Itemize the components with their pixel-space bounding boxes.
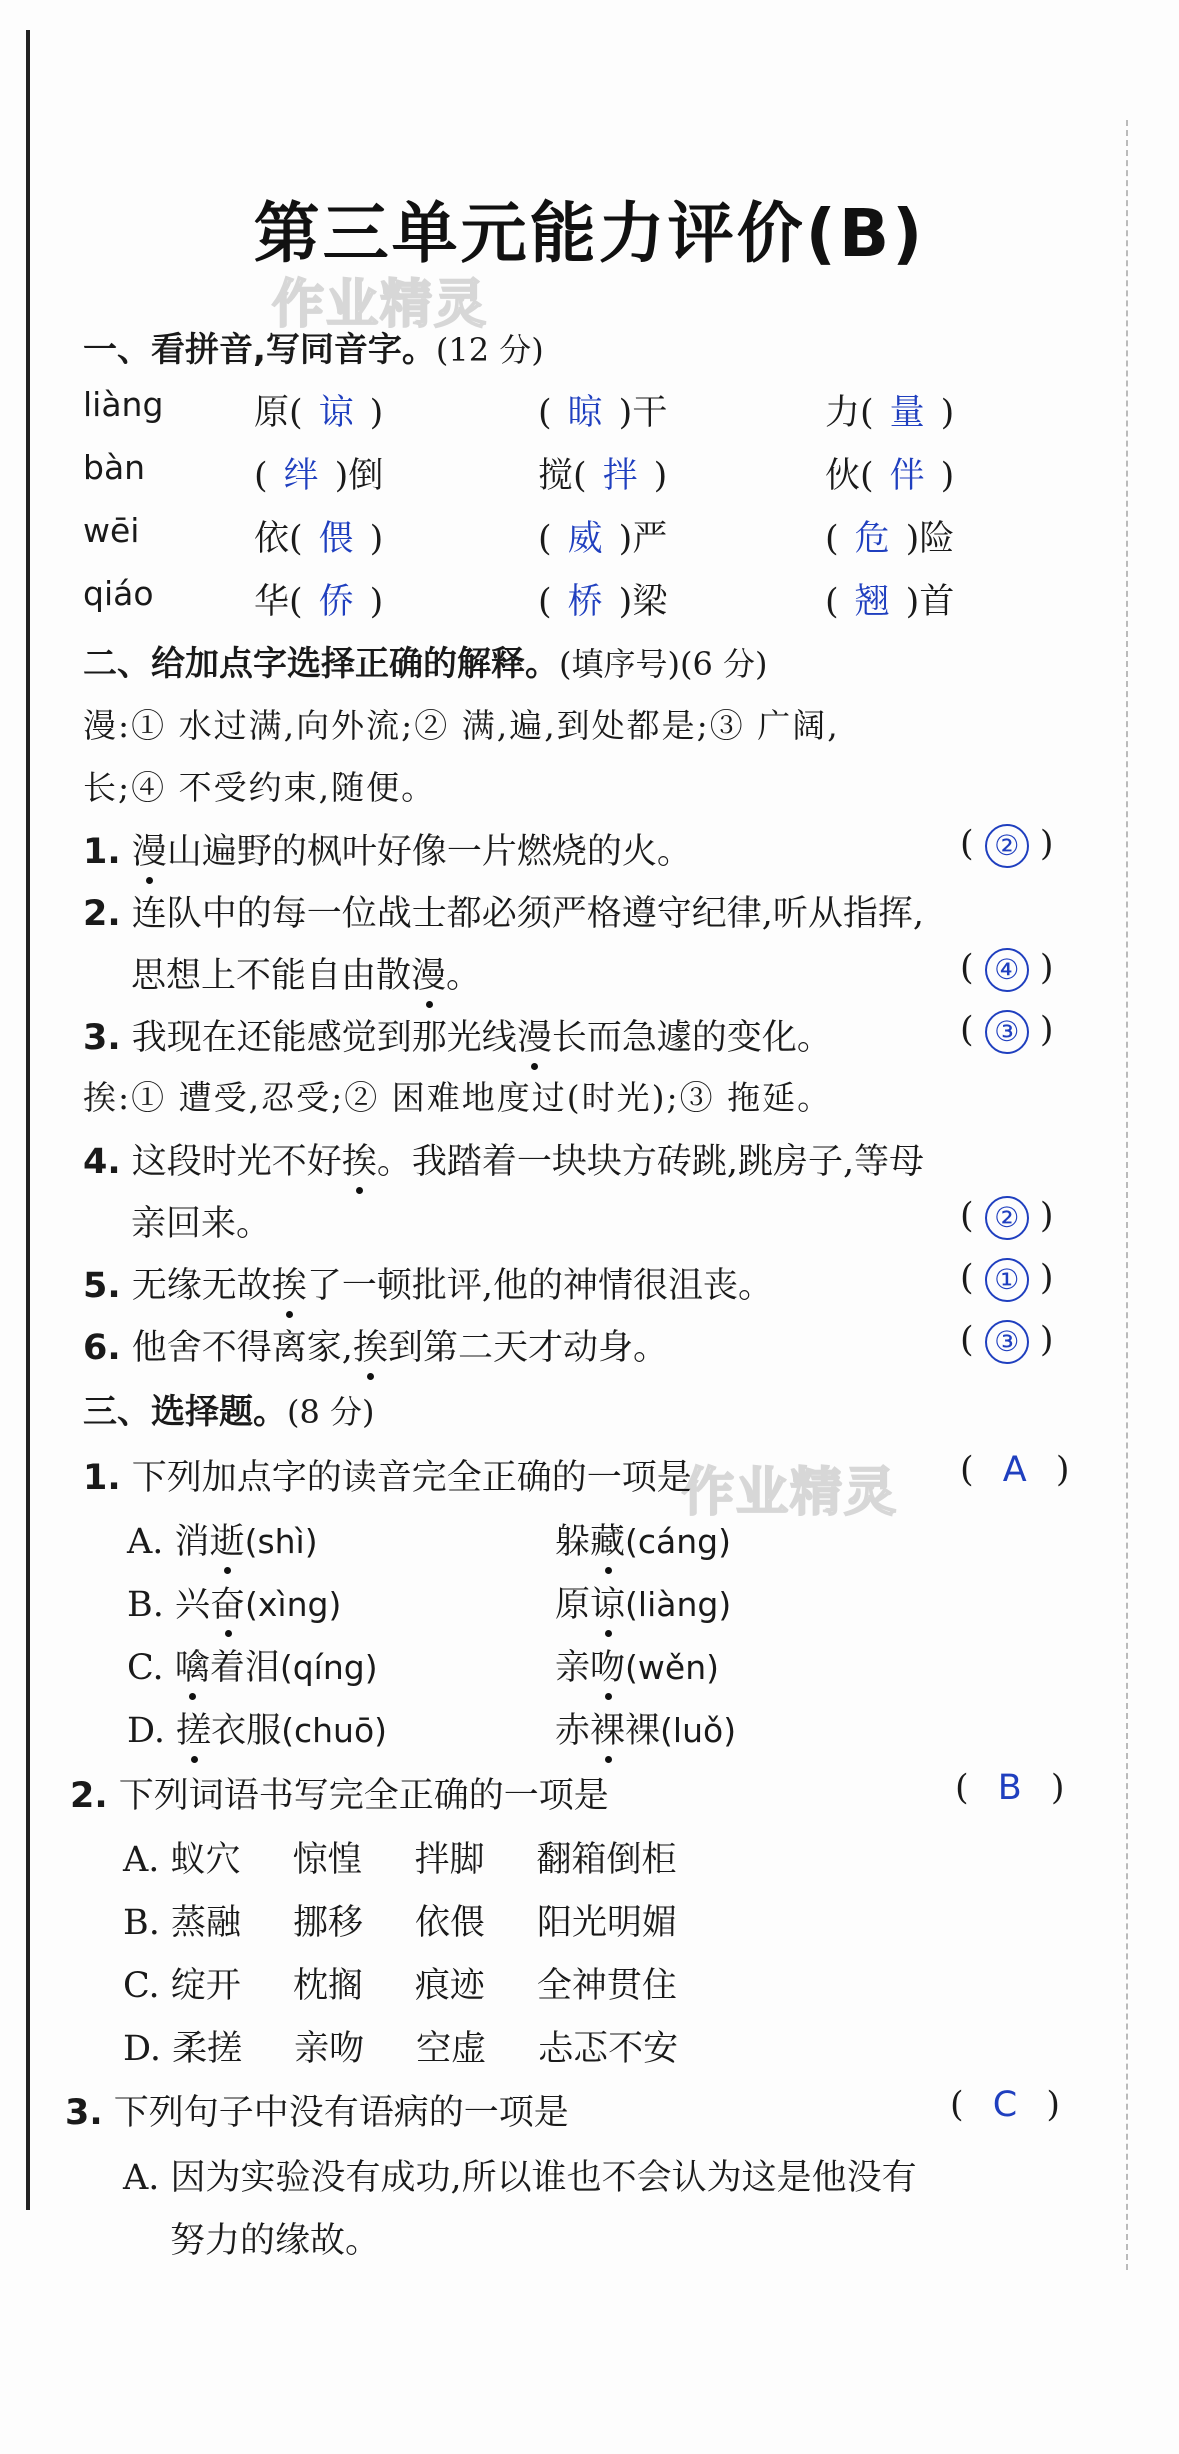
answer-3-3: ( C ) (950, 2085, 1061, 2125)
blank-b: ( 威 )严 (538, 519, 668, 559)
option-3-2-a: A. 蚁穴 惊惶 拌脚 翻箱倒柜 (123, 1840, 677, 1880)
blank-b: ( 桥 )梁 (538, 582, 668, 622)
definition-ai: 挨:① 遭受,忍受;② 困难地度过(时光);③ 拖延。 (83, 1078, 833, 1117)
section3-heading: 三、选择题。(8 分) (83, 1392, 375, 1432)
question-2-2-line1: 2. 连队中的每一位战士都必须严格遵守纪律,听从指挥, (83, 894, 925, 934)
option-3-1-c-word2: 亲吻(wěn) (555, 1640, 719, 1690)
answer-3-2: ( B ) (955, 1768, 1065, 1808)
answer-3-1: ( A ) (960, 1450, 1070, 1490)
answer-2-5: ( ① ) (960, 1258, 1054, 1302)
option-3-1-a-word1: A. 消逝(shì) (127, 1514, 318, 1564)
option-3-1-a-word2: 躲藏(cáng) (555, 1514, 731, 1564)
page-title: 第三单元能力评价(B) (253, 195, 926, 272)
blank-a: ( 绊 )倒 (254, 456, 384, 496)
question-3-2-stem: 2. 下列词语书写完全正确的一项是 (70, 1776, 609, 1816)
option-3-1-d-word2: 赤裸裸(luǒ) (555, 1703, 736, 1753)
blank-c: 力( 量 ) (825, 393, 955, 433)
answer-2-6: ( ③ ) (960, 1320, 1054, 1364)
question-2-2-line2: 思想上不能自由散漫。 (131, 948, 481, 998)
option-3-3-a-line2: 努力的缘故。 (170, 2221, 381, 2261)
question-2-6: 6. 他舍不得离家,挨到第二天才动身。 (83, 1320, 668, 1370)
option-3-1-c-word1: C. 噙着泪(qíng) (127, 1640, 378, 1690)
question-3-3-stem: 3. 下列句子中没有语病的一项是 (65, 2093, 569, 2133)
option-3-1-d-word1: D. 搓衣服(chuō) (127, 1703, 387, 1753)
pinyin-label: liàng (83, 385, 164, 424)
blank-c: 伙( 伴 ) (825, 456, 955, 496)
watermark-middle: 作业精灵 (682, 1463, 899, 1523)
option-3-3-a-line1: A. 因为实验没有成功,所以谁也不会认为这是他没有 (123, 2158, 917, 2198)
question-2-5: 5. 无缘无故挨了一顿批评,他的神情很沮丧。 (83, 1258, 773, 1308)
watermark-top: 作业精灵 (272, 275, 489, 335)
question-3-1-stem: 1. 下列加点字的读音完全正确的一项是 (83, 1458, 692, 1498)
question-2-4-line1: 4. 这段时光不好挨。我踏着一块块方砖跳,跳房子,等母 (83, 1134, 924, 1184)
binding-line (26, 30, 30, 2210)
question-2-1: 1. 漫山遍野的枫叶好像一片燃烧的火。 (83, 824, 692, 874)
question-2-3: 3. 我现在还能感觉到那光线漫长而急遽的变化。 (83, 1010, 832, 1060)
option-3-1-b-word2: 原谅(liàng) (555, 1577, 731, 1627)
answer-2-1: ( ② ) (960, 824, 1054, 868)
blank-a: 原( 谅 ) (254, 393, 384, 433)
blank-a: 依( 偎 ) (254, 519, 384, 559)
pinyin-label: wēi (83, 511, 140, 550)
blank-a: 华( 侨 ) (254, 582, 384, 622)
blank-c: ( 危 )险 (825, 519, 955, 559)
section2-heading: 二、给加点字选择正确的解释。(填序号)(6 分) (83, 644, 768, 684)
blank-c: ( 翘 )首 (825, 582, 955, 622)
pinyin-label: bàn (83, 448, 146, 487)
definition-man-line2: 长;④ 不受约束,随便。 (83, 768, 437, 807)
answer-2-4: ( ② ) (960, 1196, 1054, 1240)
answer-2-3: ( ③ ) (960, 1010, 1054, 1054)
definition-man-line1: 漫:① 水过满,向外流;② 满,遍,到处都是;③ 广阔, (83, 706, 840, 745)
option-3-1-b-word1: B. 兴奋(xìng) (127, 1577, 341, 1627)
option-3-2-c: C. 绽开 枕搁 痕迹 全神贯住 (123, 1966, 677, 2006)
option-3-2-d: D. 柔搓 亲吻 空虚 忐忑不安 (123, 2029, 679, 2069)
option-3-2-b: B. 蒸融 挪移 依偎 阳光明媚 (123, 1903, 678, 1943)
cut-line (1126, 120, 1128, 2270)
blank-b: 搅( 拌 ) (538, 456, 668, 496)
pinyin-label: qiáo (83, 574, 154, 613)
blank-b: ( 晾 )干 (538, 393, 668, 433)
question-2-4-line2: 亲回来。 (131, 1204, 272, 1244)
answer-2-2: ( ④ ) (960, 948, 1054, 992)
section1-heading: 一、看拼音,写同音字。(12 分) (83, 330, 544, 370)
